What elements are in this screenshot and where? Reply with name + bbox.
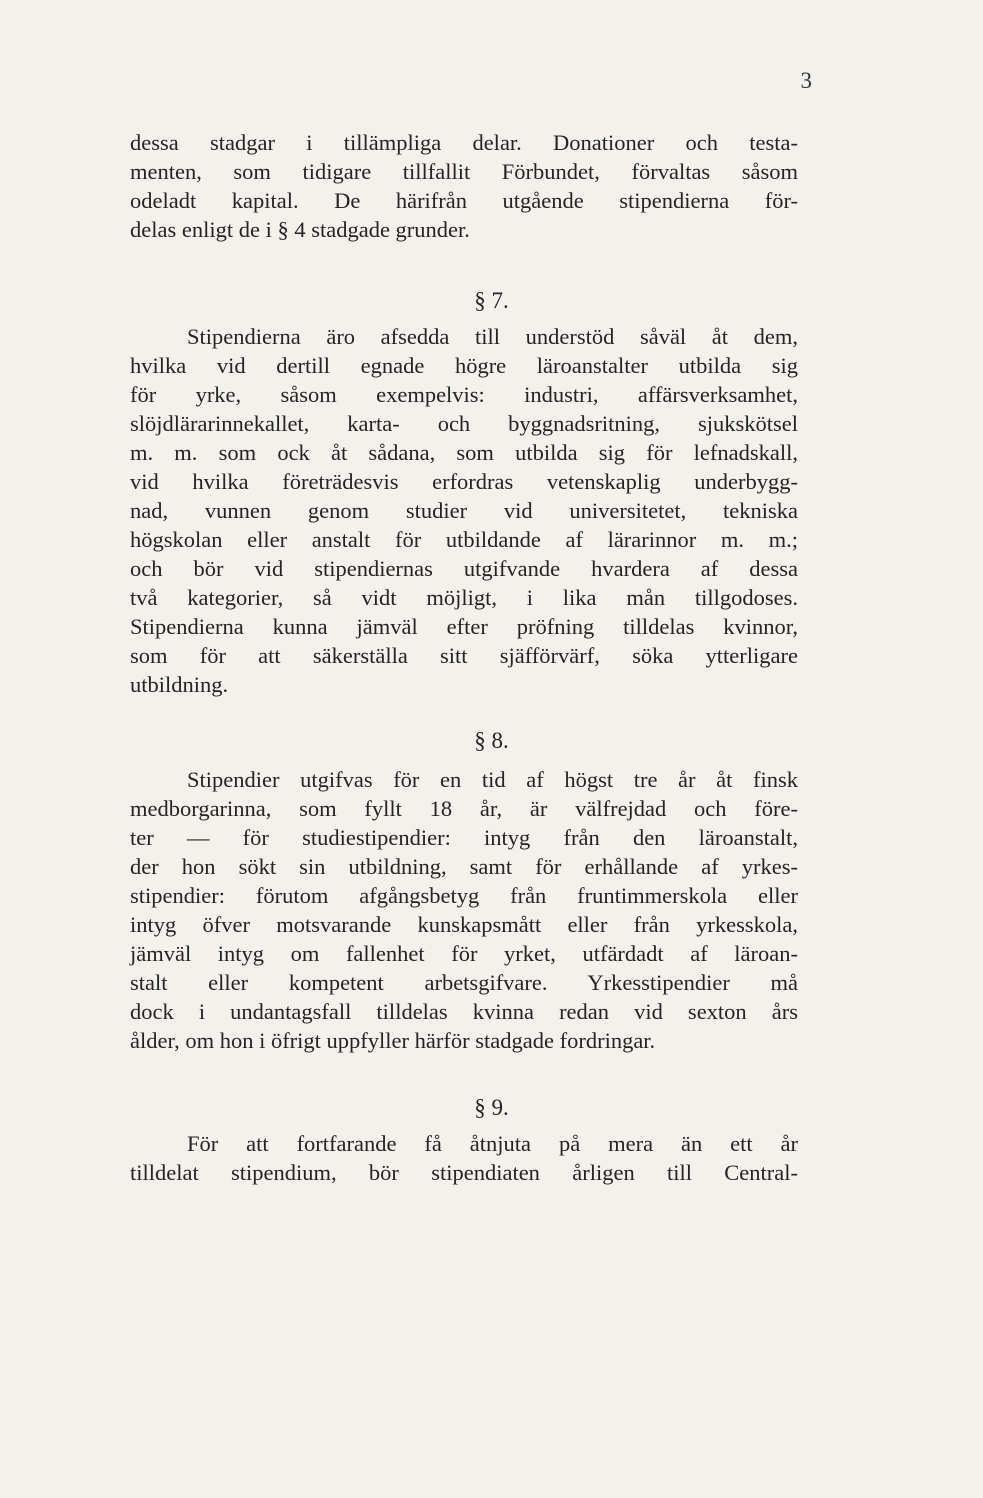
text-line: hvilka vid dertill egnade högre läroanstalter utbilda sig: [130, 353, 798, 378]
text-line: utbildning.: [130, 672, 229, 697]
text-line: ter — för studiestipendier: intyg från den läroanstalt,: [130, 825, 798, 850]
text-line: dock i undantagsfall tilldelas kvinna redan vid sexton års: [130, 999, 798, 1024]
text-line: Stipendier utgifvas för en tid af högst tre år åt finsk: [187, 767, 798, 792]
text-line: jämväl intyg om fallenhet för yrket, utfärdadt af läroan-: [130, 941, 798, 966]
text-line: slöjdlärarinnekallet, karta- och byggnadsritning, sjukskötsel: [130, 411, 798, 436]
text-line: der hon sökt sin utbildning, samt för erhållande af yrkes-: [130, 854, 798, 879]
text-line: vid hvilka företrädesvis erfordras vetenskaplig underbygg-: [130, 469, 798, 494]
text-line: Stipendierna kunna jämväl efter pröfning tilldelas kvinnor,: [130, 614, 798, 639]
text-line: högskolan eller anstalt för utbildande af lärarinnor m. m.;: [130, 527, 798, 552]
text-line: och bör vid stipendiernas utgifvande hvardera af dessa: [130, 556, 798, 581]
text-line: ålder, om hon i öfrigt uppfyller härför stadgade fordringar.: [130, 1028, 656, 1053]
text-line: för yrke, såsom exempelvis: industri, affärsverksamhet,: [130, 382, 798, 407]
text-line: Stipendierna äro afsedda till understöd såväl åt dem,: [187, 324, 798, 349]
text-line: som för att säkerställa sitt sjäfförvärf, söka ytterligare: [130, 643, 798, 668]
text-line: nad, vunnen genom studier vid universitetet, tekniska: [130, 498, 798, 523]
text-line: medborgarinna, som fyllt 18 år, är välfrejdad och före-: [130, 796, 798, 821]
text-line: m. m. som ock åt sådana, som utbilda sig för lefnadskall,: [130, 440, 798, 465]
text-line: intyg öfver motsvarande kunskapsmått eller från yrkesskola,: [130, 912, 798, 937]
page-number: 3: [800, 68, 812, 93]
text-line: dessa stadgar i tillämpliga delar. Donationer och testa-: [130, 130, 798, 155]
text-line: två kategorier, så vidt möjligt, i lika mån tillgodoses.: [130, 585, 798, 610]
text-line: stipendier: förutom afgångsbetyg från fruntimmerskola eller: [130, 883, 798, 908]
text-line: tilldelat stipendium, bör stipendiaten årligen till Central-: [130, 1160, 798, 1185]
section-heading: § 8.: [474, 728, 509, 753]
section-heading: § 9.: [474, 1095, 509, 1120]
text-line: För att fortfarande få åtnjuta på mera än ett år: [187, 1131, 798, 1156]
text-line: odeladt kapital. De härifrån utgående stipendierna för-: [130, 188, 798, 213]
text-line: delas enligt de i § 4 stadgade grunder.: [130, 217, 470, 242]
section-heading: § 7.: [474, 288, 509, 313]
text-line: menten, som tidigare tillfallit Förbundet, förvaltas såsom: [130, 159, 798, 184]
text-line: stalt eller kompetent arbetsgifvare. Yrkesstipendier må: [130, 970, 798, 995]
